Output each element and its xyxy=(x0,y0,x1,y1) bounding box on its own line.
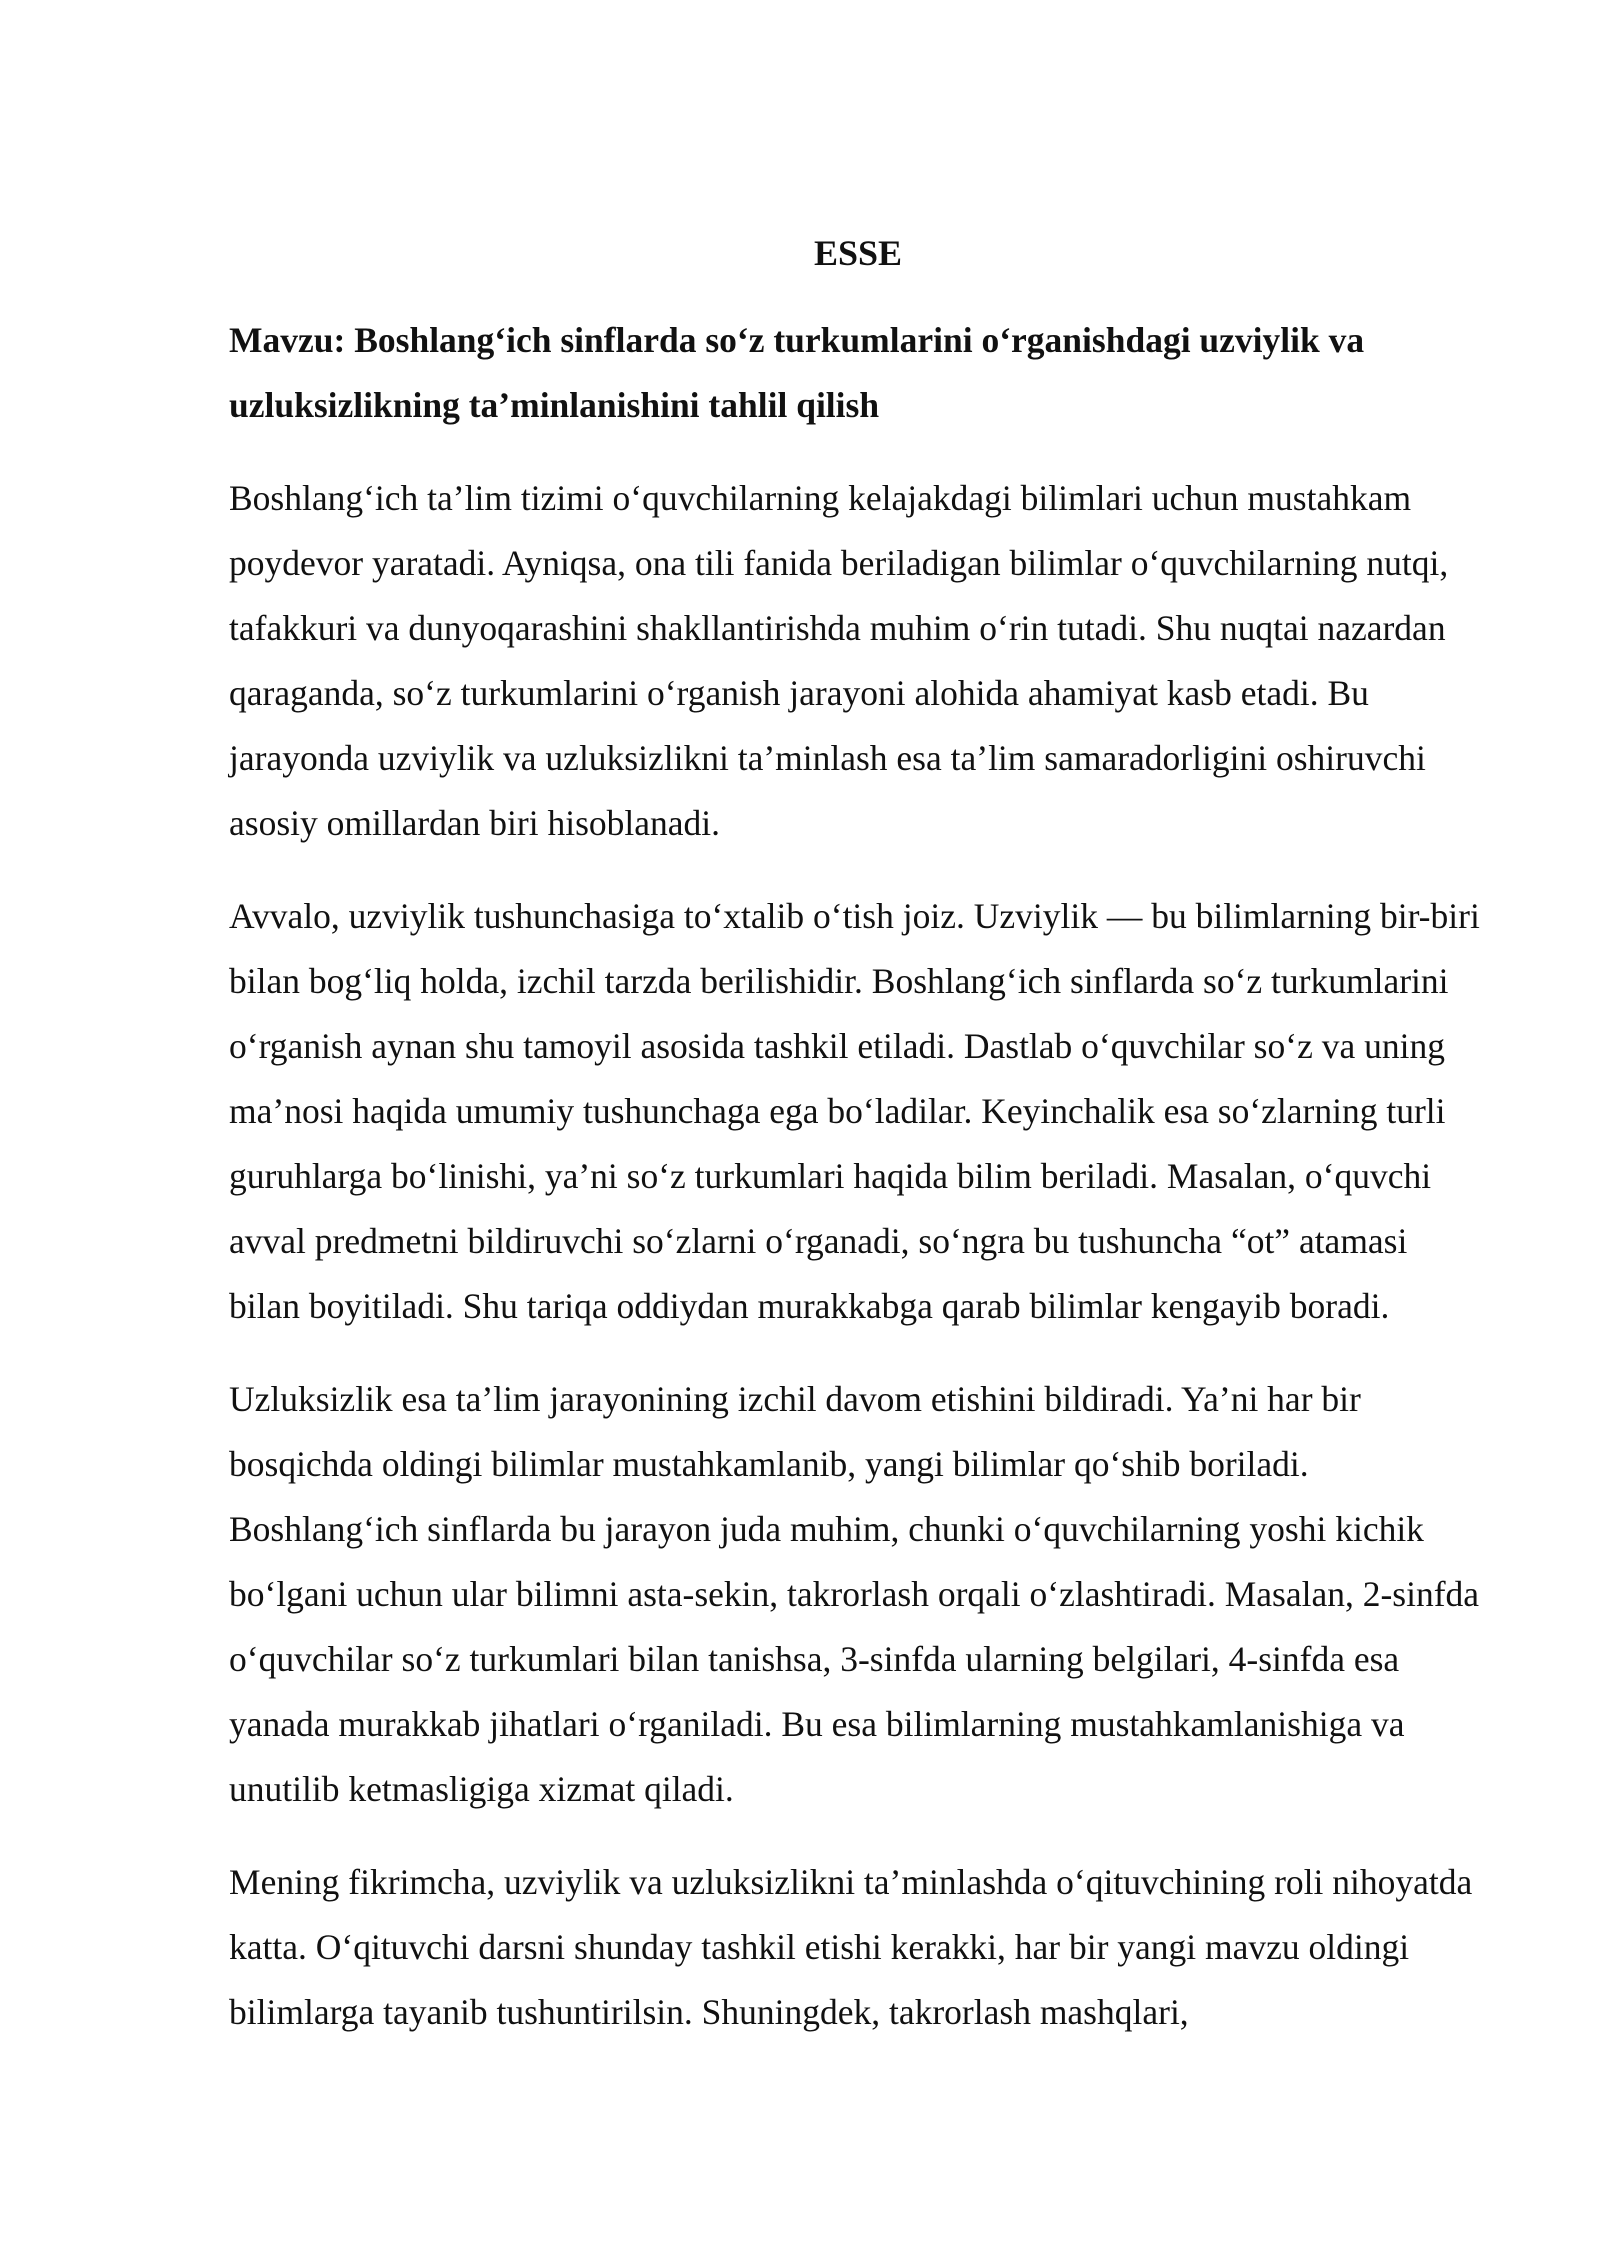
document-topic: Mavzu: Boshlang‘ich sinflarda so‘z turkumlarini o‘rganishdagi uzviylik va uzluksizlikning ta’minlanishini tahlil qilish xyxy=(229,320,1365,425)
paragraph-3: Uzluksizlik esa ta’lim jarayonining izchil davom etishini bildiradi. Ya’ni har bir bosqichda oldingi bilimlar mustahkamlanib, yangi bilimlar qo‘shib boriladi. Boshlang‘ich sinflarda bu jarayon juda muhim, chunki o‘quvchilarning yoshi kichik bo‘lgani uchun ular bilimni asta-sekin, takrorlash orqali o‘zlashtiradi. Masalan, 2-sinfda o‘quvchilar so‘z turkumlari bilan tanishsa, 3-sinfda ularning belgilari, 4-sinfda esa yanada murakkab jihatlari o‘rganiladi. Bu esa bilimlarning mustahkamlanishiga va unutilib ketmasligiga xizmat qiladi. xyxy=(229,1379,1480,1809)
document-body xyxy=(229,226,1487,2073)
paragraph-1: Boshlang‘ich ta’lim tizimi o‘quvchilarning kelajakdagi bilimlari uchun mustahkam poydevor yaratadi. Ayniqsa, ona tili fanida beriladigan bilimlar o‘quvchilarning nutqi, tafakkuri va dunyoqarashini shakllantirishda muhim o‘rin tutadi. Shu nuqtai nazardan qaraganda, so‘z turkumlarini o‘rganish jarayoni alohida ahamiyat kasb etadi. Bu jarayonda uzviylik va uzluksizlikni ta’minlash esa ta’lim samaradorligini oshiruvchi asosiy omillardan biri hisoblanadi. xyxy=(229,478,1449,843)
paragraph-4: Mening fikrimcha, uzviylik va uzluksizlikni ta’minlashda o‘qituvchining roli nihoyatda katta. O‘qituvchi darsni shunday tashkil etishi kerakki, har bir yangi mavzu oldingi bilimlarga tayanib tushuntirilsin. Shuningdek, takrorlash mashqlari, xyxy=(229,1862,1473,2032)
document-title: ESSE xyxy=(813,233,903,273)
paragraph-2: Avvalo, uzviylik tushunchasiga to‘xtalib o‘tish joiz. Uzviylik — bu bilimlarning bir-biri bilan bog‘liq holda, izchil tarzda berilishidir. Boshlang‘ich sinflarda so‘z turkumlarini o‘rganish aynan shu tamoyil asosida tashkil etiladi. Dastlab o‘quvchilar so‘z va uning ma’nosi haqida umumiy tushunchaga ega bo‘ladilar. Keyinchalik esa so‘zlarning turli guruhlarga bo‘linishi, ya’ni so‘z turkumlari haqida bilim beriladi. Masalan, o‘quvchi avval predmetni bildiruvchi so‘zlarni o‘rganadi, so‘ngra bu tushuncha “ot” atamasi bilan boyitiladi. Shu tariqa oddiydan murakkabga qarab bilimlar kengayib boradi. xyxy=(229,896,1480,1326)
